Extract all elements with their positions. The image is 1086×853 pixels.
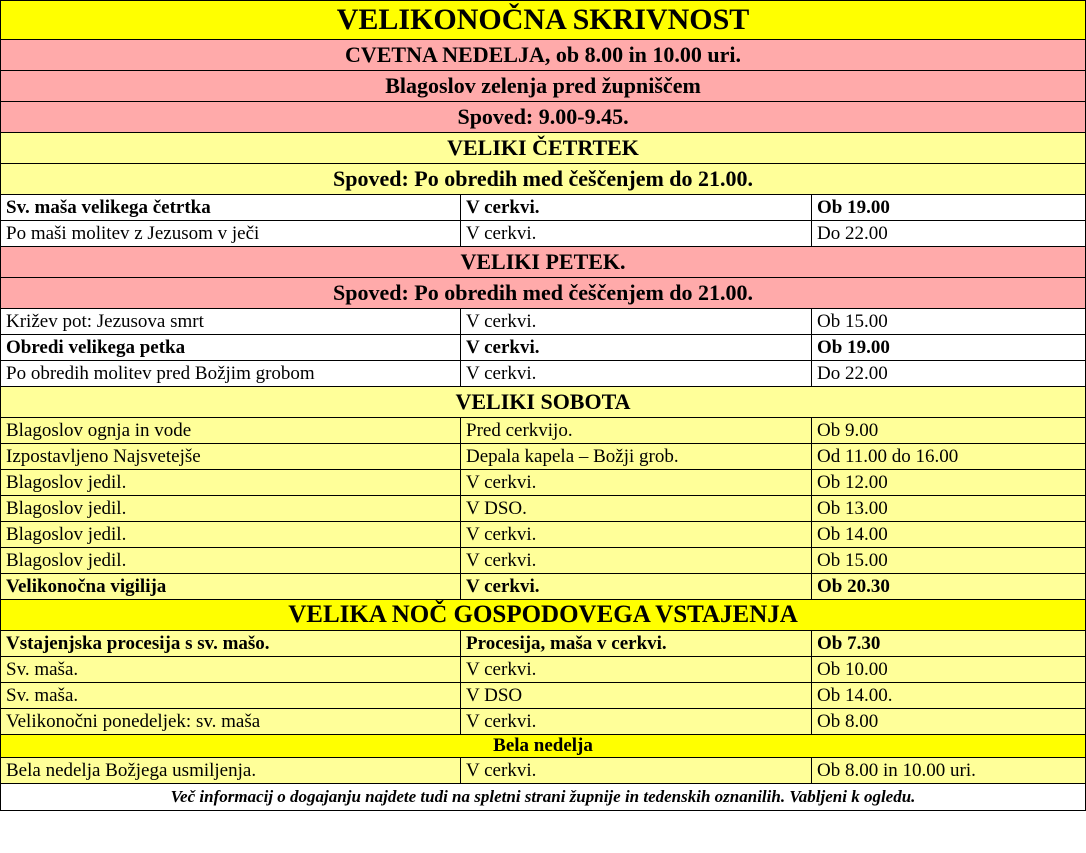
place-cell: V cerkvi. — [461, 335, 812, 361]
place-cell: V DSO. — [461, 496, 812, 522]
table-row — [1, 309, 1086, 335]
cetrtek-subtitle: Spoved: Po obredih med češčenjem do 21.00. — [1, 164, 1086, 195]
event-cell: Sv. maša. — [1, 657, 461, 683]
table-row — [1, 195, 1086, 221]
cetrtek-title: VELIKI ČETRTEK — [1, 133, 1086, 164]
time-cell: Od 11.00 do 16.00 — [812, 444, 1086, 470]
petek-title: VELIKI PETEK. — [1, 247, 1086, 278]
cvetna-line-3: Spoved: 9.00-9.45. — [1, 102, 1086, 133]
footer-note: Več informacij o dogajanju najdete tudi na spletni strani župnije in tedenskih oznanilih. Vabljeni k ogledu. — [1, 784, 1086, 811]
place-cell: V DSO — [461, 683, 812, 709]
table-row — [1, 418, 1086, 444]
table-row — [1, 522, 1086, 548]
event-cell: Blagoslov jedil. — [1, 496, 461, 522]
table-row — [1, 657, 1086, 683]
event-cell: Velikonočni ponedeljek: sv. maša — [1, 709, 461, 735]
place-cell: V cerkvi. — [461, 522, 812, 548]
cvetna-line-1: CVETNA NEDELJA, ob 8.00 in 10.00 uri. — [1, 40, 1086, 71]
time-cell: Do 22.00 — [812, 361, 1086, 387]
time-cell: Ob 14.00. — [812, 683, 1086, 709]
place-cell: V cerkvi. — [461, 657, 812, 683]
place-cell: V cerkvi. — [461, 309, 812, 335]
time-cell: Ob 14.00 — [812, 522, 1086, 548]
time-cell: Ob 13.00 — [812, 496, 1086, 522]
table-row — [1, 361, 1086, 387]
time-cell: Ob 7.30 — [812, 631, 1086, 657]
bela-title: Bela nedelja — [1, 735, 1086, 758]
cvetna-line-2: Blagoslov zelenja pred župniščem — [1, 71, 1086, 102]
time-cell: Ob 19.00 — [812, 335, 1086, 361]
event-cell: Sv. maša velikega četrtka — [1, 195, 461, 221]
event-cell: Velikonočna vigilija — [1, 574, 461, 600]
table-row — [1, 683, 1086, 709]
place-cell: V cerkvi. — [461, 574, 812, 600]
time-cell: Do 22.00 — [812, 221, 1086, 247]
table-row — [1, 221, 1086, 247]
place-cell: Procesija, maša v cerkvi. — [461, 631, 812, 657]
event-cell: Blagoslov jedil. — [1, 470, 461, 496]
place-cell: V cerkvi. — [461, 709, 812, 735]
place-cell: V cerkvi. — [461, 221, 812, 247]
table-row — [1, 574, 1086, 600]
event-cell: Vstajenjska procesija s sv. mašo. — [1, 631, 461, 657]
place-cell: V cerkvi. — [461, 758, 812, 784]
place-cell: Pred cerkvijo. — [461, 418, 812, 444]
event-cell: Bela nedelja Božjega usmiljenja. — [1, 758, 461, 784]
table-row — [1, 444, 1086, 470]
table-row — [1, 548, 1086, 574]
time-cell: Ob 19.00 — [812, 195, 1086, 221]
time-cell: Ob 15.00 — [812, 548, 1086, 574]
time-cell: Ob 8.00 in 10.00 uri. — [812, 758, 1086, 784]
place-cell: V cerkvi. — [461, 470, 812, 496]
title-row — [1, 1, 1086, 40]
event-cell: Sv. maša. — [1, 683, 461, 709]
table-row — [1, 470, 1086, 496]
table-row — [1, 631, 1086, 657]
table-row — [1, 758, 1086, 784]
event-cell: Blagoslov ognja in vode — [1, 418, 461, 444]
page-title: VELIKONOČNA SKRIVNOST — [1, 1, 1086, 40]
time-cell: Ob 10.00 — [812, 657, 1086, 683]
place-cell: V cerkvi. — [461, 548, 812, 574]
sobota-title: VELIKI SOBOTA — [1, 387, 1086, 418]
time-cell: Ob 20.30 — [812, 574, 1086, 600]
event-cell: Po obredih molitev pred Božjim grobom — [1, 361, 461, 387]
place-cell: V cerkvi. — [461, 195, 812, 221]
event-cell: Izpostavljeno Najsvetejše — [1, 444, 461, 470]
place-cell: V cerkvi. — [461, 361, 812, 387]
place-cell: Depala kapela – Božji grob. — [461, 444, 812, 470]
noc-title: VELIKA NOČ GOSPODOVEGA VSTAJENJA — [1, 600, 1086, 631]
event-cell: Obredi velikega petka — [1, 335, 461, 361]
event-cell: Po maši molitev z Jezusom v ječi — [1, 221, 461, 247]
time-cell: Ob 15.00 — [812, 309, 1086, 335]
time-cell: Ob 12.00 — [812, 470, 1086, 496]
table-row — [1, 496, 1086, 522]
event-cell: Blagoslov jedil. — [1, 522, 461, 548]
event-cell: Blagoslov jedil. — [1, 548, 461, 574]
table-row — [1, 335, 1086, 361]
petek-subtitle: Spoved: Po obredih med češčenjem do 21.00. — [1, 278, 1086, 309]
event-cell: Križev pot: Jezusova smrt — [1, 309, 461, 335]
table-row — [1, 709, 1086, 735]
time-cell: Ob 8.00 — [812, 709, 1086, 735]
time-cell: Ob 9.00 — [812, 418, 1086, 444]
